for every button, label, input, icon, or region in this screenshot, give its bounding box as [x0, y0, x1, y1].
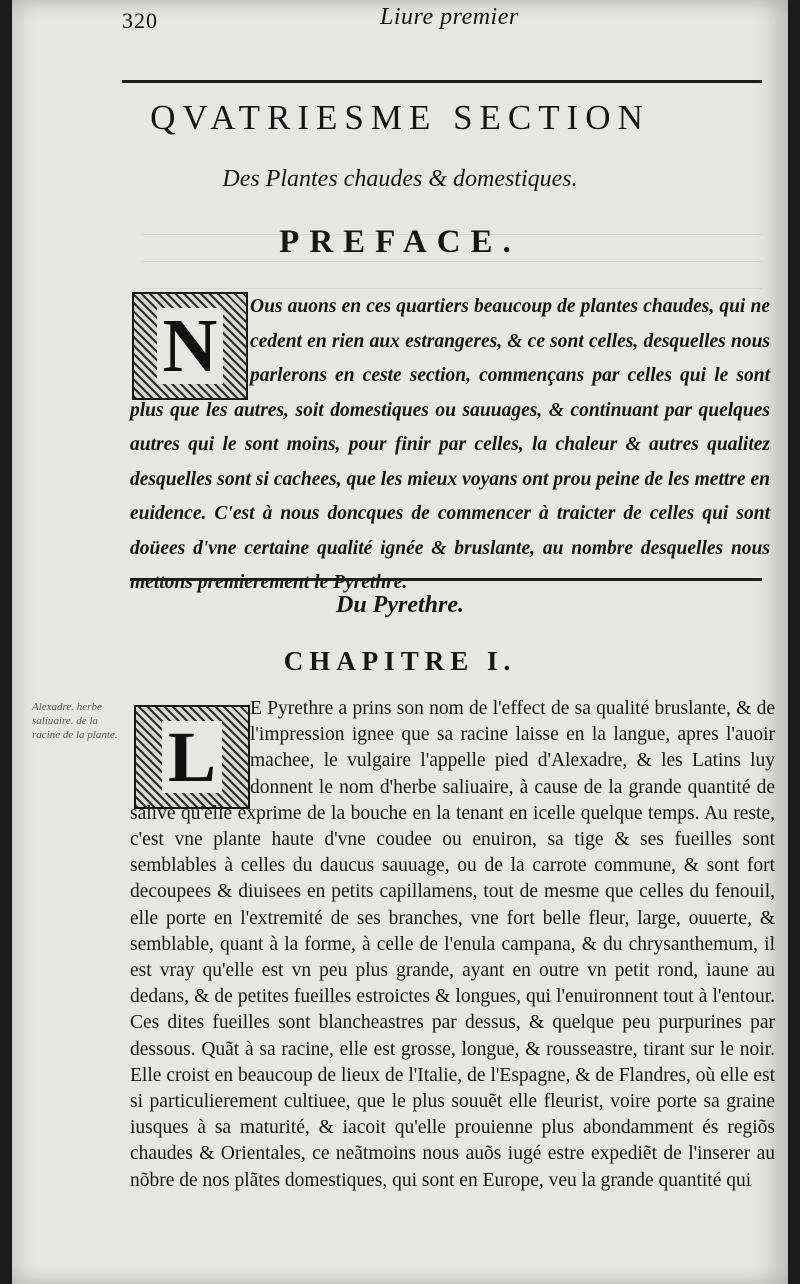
margin-note: Alexadre. herbe saliuaire. de la racine de la plante.: [32, 701, 118, 741]
preface-paragraph: Ous auons en ces quartiers beaucoup de plantes chaudes, qui ne cedent en rien aux estrangeres, & ce sont celles, desquelles nous parlerons en ceste section, commençans par celles qui le sont plus que les autres, soit domestiques ou sauuages, & continuant par quelques autres qui le sont moins, pour finir par celles, la chaleur & autres qualitez desquelles sont si cachees, que les mieux voyans ont prou peine de les mettre en euidence. C'est à nous doncques de commencer à traicter de celles qui sont doüees d'vne certaine qualité ignée & bruslante, au nombre desquelles nous mettons premierement le Pyrethre.: [130, 296, 770, 593]
chapter-text: [130, 696, 775, 1194]
section-title: QVATRIESME SECTION: [150, 98, 650, 137]
dropcap-spacer: [130, 290, 250, 390]
dropcap-letter: N: [157, 308, 224, 384]
page-number: 320: [122, 8, 158, 33]
book-page: [12, 0, 788, 1284]
chapter-paragraph: E Pyrethre a prins son nom de l'effect de sa qualité bruslante, & de l'impression ignee que sa racine laisse en la langue, apres l'auoir machee, le vulgaire l'appelle pied d'Alexadre, & les Latins luy donnent le nom d'herbe saliuaire, à cause de la grande quantité de salive qu'elle exprime de la bouche en la tenant en icelle quelque temps. Au reste, c'est vne plante haute d'vne coudee ou enuiron, sa tige & ses fueilles sont semblables à celles du daucus sauuage, ou de la carrote commune, & sont fort decoupees & diuisees en petits capillamens, tout de mesme que celles du fenouil, elle porte en l'extremité de ses branches, vne fort belle fleur, large, ouuerte, & semblable, quant à la forme, à celle de l'enula campana, & du chrysanthemum, il est vray qu'elle est vn peu plus grande, ayant en outre vn petit rond, iaune au dedans, & de petites fueilles estroictes & longues, qui l'enuironnent tout à l'entour. Ces dites fueilles sont blancheastres par dessus, & quelque peu purpurines par dessous. Quãt à sa racine, elle est grosse, longue, & rousseastre, tirant sur le noir. Elle croist en beaucoup de lieux de l'Italie, de l'Espagne, & de Flandres, où elle est si particulierement cultiuee, que le plus souuẽt elle fleurist, voire porte sa graine iusques à sa maturité, & iacoit qu'elle prouienne plus abondamment és regiõs chaudes & Orientales, ce neãtmoins nous auõs iugé estre expediẽt de l'inserer au nõbre de nos plãtes domestiques, qui sont en Europe, veu la grande quantité qui: [130, 698, 775, 1191]
dropcap-letter: L: [162, 721, 222, 793]
chapter-number: CHAPITRE I.: [283, 646, 517, 676]
preface-text: [130, 290, 770, 601]
preface-title: PREFACE.: [279, 224, 521, 260]
section-subtitle: Des Plantes chaudes & domestiques.: [222, 166, 578, 192]
chapter-heading: Du Pyrethre.: [336, 592, 464, 618]
running-title: Liure premier: [380, 4, 519, 30]
dropcap-spacer: [130, 696, 250, 800]
header-rule: [122, 80, 762, 83]
chapter-rule: [130, 578, 762, 581]
